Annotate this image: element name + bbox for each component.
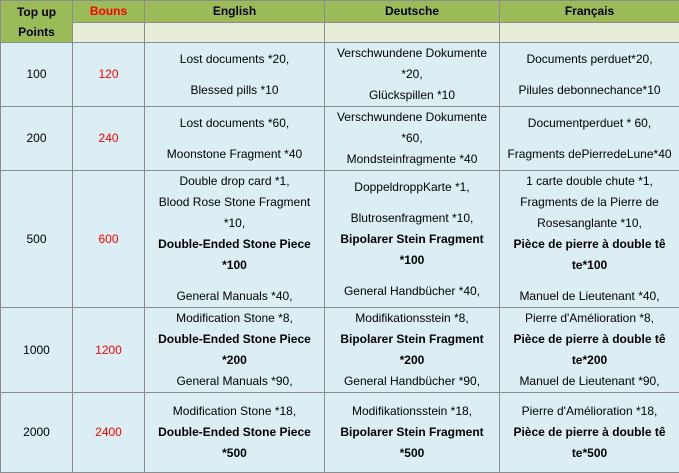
table-row: [1, 171, 679, 308]
english-cell: Modification Stone *18, Double-Ended Stone Piece *500: [145, 393, 325, 473]
table-row: [1, 43, 679, 107]
subheader-cell: [500, 23, 679, 43]
subheader-cell: [73, 23, 145, 43]
header-row: [1, 1, 679, 23]
points-cell: 2000: [1, 393, 73, 473]
points-cell: 1000: [1, 308, 73, 393]
table-row: [1, 308, 679, 393]
header-francais: Français: [500, 1, 679, 23]
header-deutsche: Deutsche: [325, 1, 500, 23]
english-cell: Lost documents *60, Moonstone Fragment *40: [145, 107, 325, 171]
header-english: English: [145, 1, 325, 23]
deutsche-cell: Modifikationsstein *18, Bipolarer Stein Fragment *500: [325, 393, 500, 473]
deutsche-cell: Verschwundene Dokumente *20, Glückspillen *10: [325, 43, 500, 107]
francais-cell: Pierre d'Amélioration *8, Pièce de pierre à double tê te*200 Manuel de Lieutenant *90,: [500, 308, 679, 393]
header-bonus: Bouns: [73, 1, 145, 23]
bonus-cell: 600: [73, 171, 145, 308]
english-cell: Lost documents *20, Blessed pills *10: [145, 43, 325, 107]
english-cell: Modification Stone *8, Double-Ended Stone Piece *200 General Manuals *90,: [145, 308, 325, 393]
table-row: [1, 107, 679, 171]
subheader-cell: [325, 23, 500, 43]
subheader-row: [1, 23, 679, 43]
francais-cell: 1 carte double chute *1, Fragments de la Pierre de Rosesanglante *10, Pièce de pierre à double tê te*100 Manuel de Lieutenant *40,: [500, 171, 679, 308]
points-cell: 500: [1, 171, 73, 308]
deutsche-cell: Modifikationsstein *8, Bipolarer Stein Fragment *200 General Handbücher *90,: [325, 308, 500, 393]
deutsche-cell: DoppeldroppKarte *1, Blutrosenfragment *10, Bipolarer Stein Fragment *100 General Handbücher *40,: [325, 171, 500, 308]
francais-cell: Pierre d'Amélioration *18, Pièce de pierre à double tê te*500: [500, 393, 679, 473]
english-cell: Double drop card *1, Blood Rose Stone Fragment *10, Double-Ended Stone Piece *100 General Manuals *40,: [145, 171, 325, 308]
francais-cell: Documentperduet * 60, Fragments dePierredeLune*40: [500, 107, 679, 171]
points-cell: 200: [1, 107, 73, 171]
bonus-cell: 2400: [73, 393, 145, 473]
subheader-cell: [145, 23, 325, 43]
bonus-cell: 1200: [73, 308, 145, 393]
points-cell: 100: [1, 43, 73, 107]
deutsche-cell: Verschwundene Dokumente *60, Mondsteinfragmente *40: [325, 107, 500, 171]
bonus-cell: 240: [73, 107, 145, 171]
francais-cell: Documents perduet*20, Pilules debonnechance*10: [500, 43, 679, 107]
table-row: [1, 393, 679, 473]
header-top-up-points: Top up Points: [1, 1, 73, 43]
bonus-cell: 120: [73, 43, 145, 107]
